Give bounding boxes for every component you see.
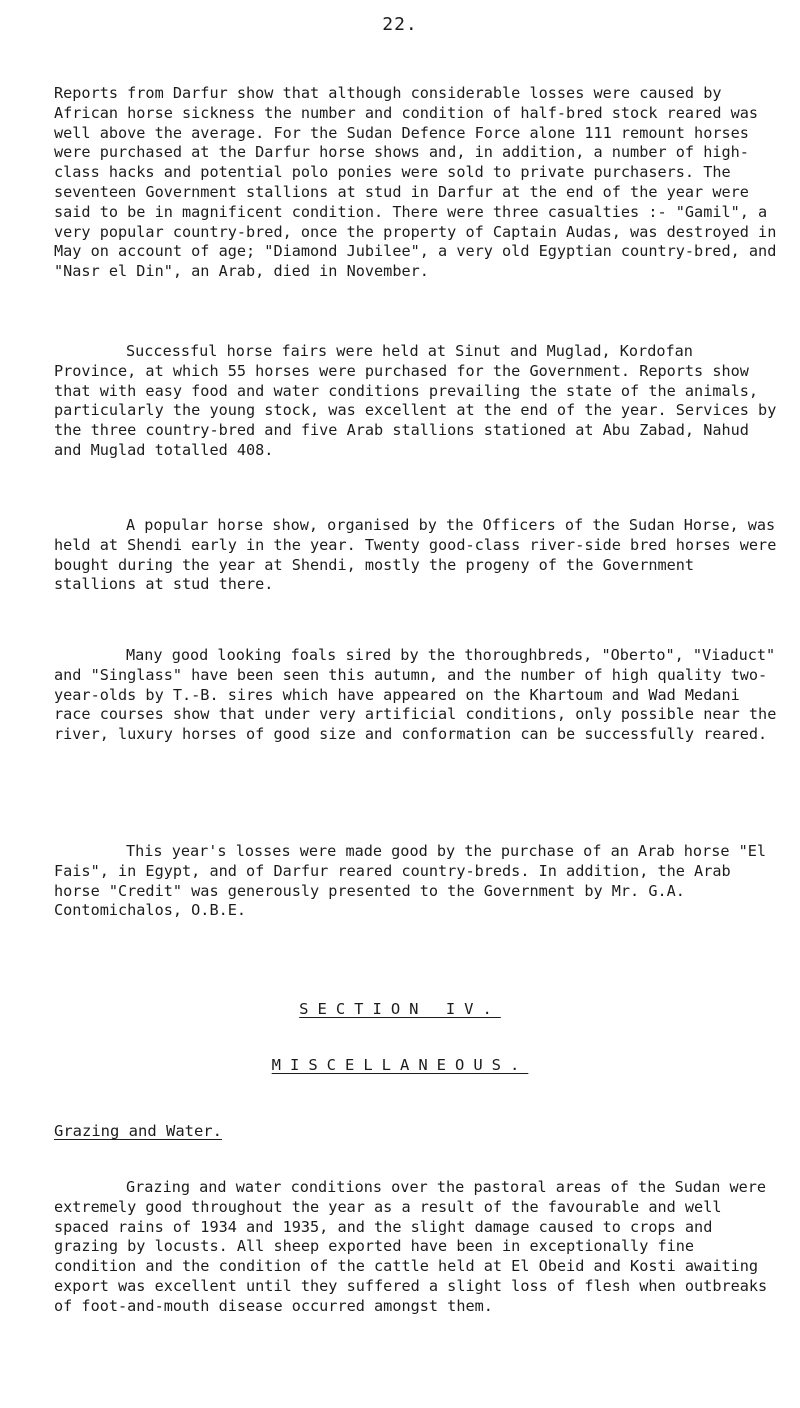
paragraph-grazing: Grazing and water conditions over the pastoral areas of the Sudan were extremely good throughout the year as a result of the favourable and well spaced rains of 1934 and 1935, and the slight damage caused to crops and grazing by locusts. All sheep exported have been in exceptionally fine condition and the condition of the cattle held at El Obeid and Kosti awaiting export was excellent until they suffered a slight loss of flesh when outbreaks of foot-and-mouth disease occurred amongst them. [54, 1178, 768, 1315]
paragraph-shendi-show: A popular horse show, organised by the Officers of the Sudan Horse, was held at Shendi early in the year. Twenty good-class river-side bred horses were bought during the year at Shendi, mostly the progeny of the Government stallions at stud there. [54, 516, 777, 594]
page-number: 22. [382, 14, 418, 35]
paragraph-foals: Many good looking foals sired by the thoroughbreds, "Oberto", "Viaduct" and "Singlass" have been seen this autumn, and the number of high quality two-year-olds by T.-B. sires which have appeared on the Khartoum and Wad Medani race courses show that under very artificial conditions, only possible near the river, luxury horses of good size and conformation can be successfully reared. [54, 646, 777, 744]
subheading-grazing-water: Grazing and Water. [54, 1122, 222, 1140]
paragraph-losses: This year's losses were made good by the purchase of an Arab horse "El Fais", in Egypt, and of Darfur reared country-breds. In addition, the Arab horse "Credit" was generously presented to the Government by Mr. G.A. Contomichalos, O.B.E. [54, 842, 767, 920]
section-title: SECTION IV. [299, 1000, 501, 1018]
section-subtitle: MISCELLANEOUS. [271, 1056, 529, 1074]
paragraph-darfur-reports: Reports from Darfur show that although considerable losses were caused by African horse sickness the number and condition of half-bred stock reared was well above the average. For the Sudan Defence Force alone 111 remount horses were purchased at the Darfur horse shows and, in addition, a number of high-class hacks and potential polo ponies were sold to private purchasers. The seventeen Government stallions at stud in Darfur at the end of the year were said to be in magnificent condition. There were three casualties :- "Gamil", a very popular country-bred, once the property of Captain Audas, was destroyed in May on account of age; "Diamond Jubilee", a very old Egyptian country-bred, and "Nasr el Din", an Arab, died in November. [54, 84, 777, 281]
paragraph-horse-fairs: Successful horse fairs were held at Sinut and Muglad, Kordofan Province, at which 55 horses were purchased for the Government. Reports show that with easy food and water conditions prevailing the state of the animals, particularly the young stock, was excellent at the end of the year. Services by the three country-bred and five Arab stallions stationed at Abu Zabad, Nahud and Muglad totalled 408. [54, 342, 777, 459]
